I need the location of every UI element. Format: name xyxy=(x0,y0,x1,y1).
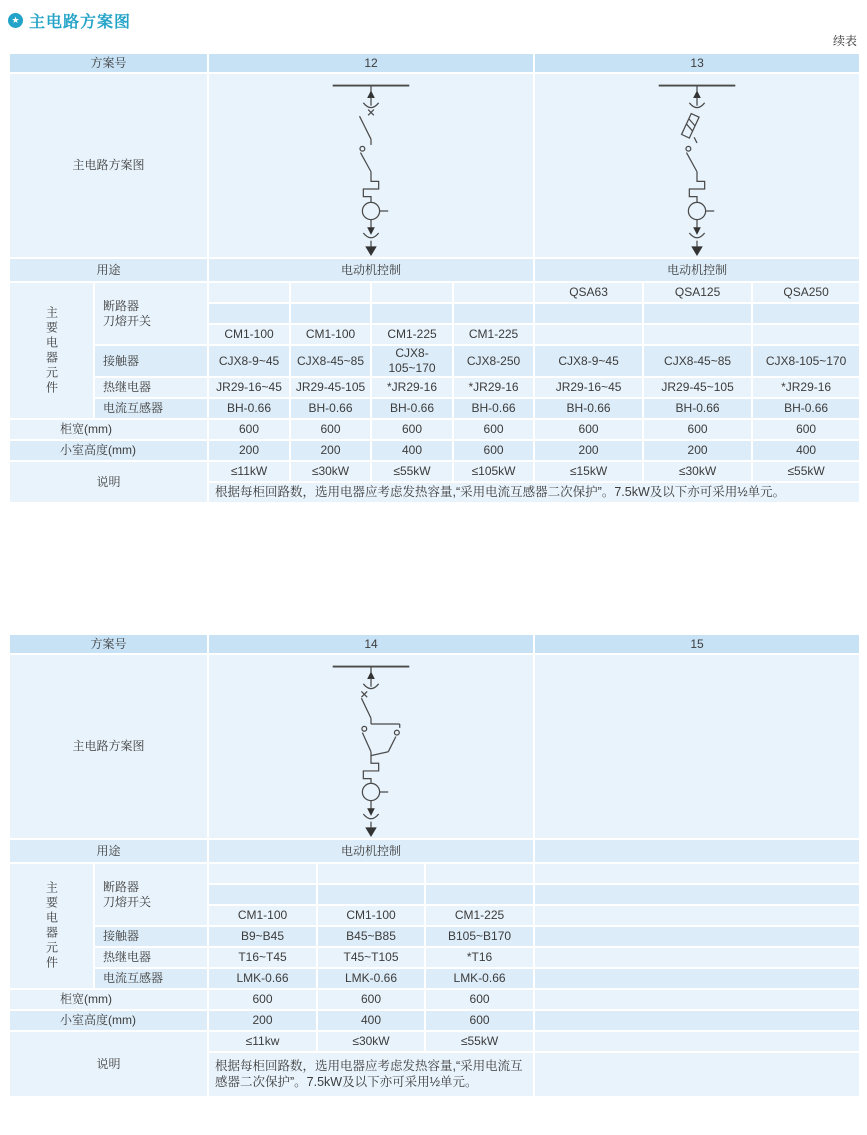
thermal-value: *JR29-16 xyxy=(752,377,860,398)
scheme-13-header: 13 xyxy=(534,53,860,73)
usage-row xyxy=(9,839,860,863)
ct-value: BH-0.66 xyxy=(453,398,534,419)
height-value: 600 xyxy=(425,1010,534,1031)
width-value: 600 xyxy=(290,419,371,440)
cabinet-width-label: 柜宽(mm) xyxy=(9,989,208,1010)
thermal-value: T45~T105 xyxy=(317,947,425,968)
width-value: 600 xyxy=(317,989,425,1010)
table-cell-empty xyxy=(208,863,317,884)
scheme-15-header: 15 xyxy=(534,634,860,654)
thermal-value: T16~T45 xyxy=(208,947,317,968)
components-group-label: 主要电器元件 xyxy=(9,863,94,989)
contactor-value: CJX8-45~85 xyxy=(643,345,752,377)
kw-value: ≤11kW xyxy=(208,461,290,482)
kw-value: ≤30kW xyxy=(290,461,371,482)
star-circle-icon: ★ xyxy=(8,13,23,28)
ct-value: BH-0.66 xyxy=(208,398,290,419)
width-value: 600 xyxy=(208,419,290,440)
kw-value: ≤55kW xyxy=(371,461,453,482)
contactor-value: CJX8-9~45 xyxy=(208,345,290,377)
table-cell-empty xyxy=(534,1031,860,1052)
table-cell-empty xyxy=(290,282,371,303)
kw-value: ≤11kw xyxy=(208,1031,317,1052)
thermal-value: *T16 xyxy=(425,947,534,968)
table-cell-empty xyxy=(371,282,453,303)
height-value: 200 xyxy=(643,440,752,461)
scheme-table-14-15 xyxy=(8,633,861,1098)
breaker-value: CM1-100 xyxy=(208,324,290,345)
usage-row xyxy=(9,258,860,282)
table-cell-empty xyxy=(453,282,534,303)
contactor-value: CJX8-105~170 xyxy=(752,345,860,377)
thermal-relay-label: 热继电器 xyxy=(94,947,208,968)
ct-value: BH-0.66 xyxy=(752,398,860,419)
scheme-12-header: 12 xyxy=(208,53,534,73)
cell-height-label: 小室高度(mm) xyxy=(9,1010,208,1031)
ct-value: LMK-0.66 xyxy=(208,968,317,989)
table-header-row xyxy=(9,634,860,654)
usage-label: 用途 xyxy=(9,839,208,863)
note-label: 说明 xyxy=(9,1031,208,1097)
catalog-page xyxy=(8,0,859,1098)
cell-height-row xyxy=(9,440,860,461)
table-cell-empty xyxy=(208,303,290,324)
breaker-label: 断路器 刀熔开关 xyxy=(94,863,208,926)
scheme-number-header: 方案号 xyxy=(9,53,208,73)
breaker-value: CM1-225 xyxy=(453,324,534,345)
table-cell-empty xyxy=(208,282,290,303)
contactor-value: CJX8-250 xyxy=(453,345,534,377)
current-transformer-label: 电流互感器 xyxy=(94,968,208,989)
width-value: 600 xyxy=(208,989,317,1010)
kw-rating-row xyxy=(9,1031,860,1052)
width-value: 600 xyxy=(425,989,534,1010)
height-value: 600 xyxy=(453,440,534,461)
ct-value: LMK-0.66 xyxy=(317,968,425,989)
breaker-value: QSA250 xyxy=(752,282,860,303)
usage-scheme-12: 电动机控制 xyxy=(208,258,534,282)
table-cell-empty xyxy=(752,324,860,345)
kw-value: ≤30kW xyxy=(643,461,752,482)
cabinet-width-row xyxy=(9,989,860,1010)
table-cell-empty xyxy=(534,863,860,884)
table-cell-empty xyxy=(534,654,860,839)
breaker-value: CM1-100 xyxy=(317,905,425,926)
circuit-diagram-scheme-12 xyxy=(208,73,534,258)
ct-value: BH-0.66 xyxy=(371,398,453,419)
width-value: 600 xyxy=(534,419,643,440)
note-text: 根据每柜回路数，选用电器应考虑发热容量,“采用电流互感器二次保护”。7.5kW及以下亦可采用½单元。 xyxy=(208,1052,534,1097)
breaker-value: CM1-225 xyxy=(371,324,453,345)
circuit-diagram-scheme-13 xyxy=(534,73,860,258)
cabinet-width-label: 柜宽(mm) xyxy=(9,419,208,440)
table-cell-empty xyxy=(317,863,425,884)
thermal-value: JR29-45~105 xyxy=(643,377,752,398)
usage-scheme-14: 电动机控制 xyxy=(208,839,534,863)
current-transformer-row xyxy=(9,398,860,419)
breaker-value: QSA125 xyxy=(643,282,752,303)
height-value: 200 xyxy=(208,1010,317,1031)
thermal-value: JR29-16~45 xyxy=(534,377,643,398)
kw-rating-row xyxy=(9,461,860,482)
cabinet-width-row xyxy=(9,419,860,440)
ct-value: BH-0.66 xyxy=(643,398,752,419)
table-cell-empty xyxy=(534,324,643,345)
ct-value: LMK-0.66 xyxy=(425,968,534,989)
diagram-row xyxy=(9,654,860,839)
contactor-value: CJX8-9~45 xyxy=(534,345,643,377)
breaker-label: 断路器 刀熔开关 xyxy=(94,282,208,345)
contactor-value: B105~B170 xyxy=(425,926,534,947)
kw-value: ≤15kW xyxy=(534,461,643,482)
thermal-value: *JR29-16 xyxy=(371,377,453,398)
cell-height-label: 小室高度(mm) xyxy=(9,440,208,461)
usage-label: 用途 xyxy=(9,258,208,282)
page-title: 主电路方案图 xyxy=(29,13,132,31)
contactor-value: CJX8-105~170 xyxy=(371,345,453,377)
table-cell-empty xyxy=(643,324,752,345)
breaker-row-1 xyxy=(9,282,860,303)
ct-value: BH-0.66 xyxy=(290,398,371,419)
thermal-value: JR29-45-105 xyxy=(290,377,371,398)
scheme-table-12-13 xyxy=(8,52,861,504)
table-cell-empty xyxy=(534,1010,860,1031)
scheme-number-header: 方案号 xyxy=(9,634,208,654)
current-transformer-label: 电流互感器 xyxy=(94,398,208,419)
usage-scheme-13: 电动机控制 xyxy=(534,258,860,282)
diagram-row xyxy=(9,73,860,258)
kw-value: ≤30kW xyxy=(317,1031,425,1052)
thermal-relay-label: 热继电器 xyxy=(94,377,208,398)
width-value: 600 xyxy=(643,419,752,440)
kw-value: ≤105kW xyxy=(453,461,534,482)
table-gap xyxy=(8,504,859,633)
height-value: 200 xyxy=(208,440,290,461)
ct-value: BH-0.66 xyxy=(534,398,643,419)
table-cell-empty xyxy=(643,303,752,324)
table-cell-empty xyxy=(534,839,860,863)
table-cell-empty xyxy=(534,1052,860,1097)
table-cell-empty xyxy=(534,968,860,989)
scheme-14-header: 14 xyxy=(208,634,534,654)
table-cell-empty xyxy=(425,884,534,905)
kw-value: ≤55kW xyxy=(425,1031,534,1052)
contactor-value: B9~B45 xyxy=(208,926,317,947)
thermal-value: JR29-16~45 xyxy=(208,377,290,398)
table-cell-empty xyxy=(534,884,860,905)
contactor-row xyxy=(9,345,860,377)
contactor-value: CJX8-45~85 xyxy=(290,345,371,377)
table-cell-empty xyxy=(534,926,860,947)
table-cell-empty xyxy=(534,989,860,1010)
breaker-value: CM1-225 xyxy=(425,905,534,926)
height-value: 400 xyxy=(752,440,860,461)
table-cell-empty xyxy=(425,863,534,884)
table-cell-empty xyxy=(290,303,371,324)
diagram-row-label: 主电路方案图 xyxy=(9,73,208,258)
continued-table-label: 续表 xyxy=(832,34,857,48)
note-text: 根据每柜回路数，选用电器应考虑发热容量,“采用电流互感器二次保护”。7.5kW及以下亦可采用½单元。 xyxy=(208,482,860,503)
table-header-row xyxy=(9,53,860,73)
table-cell-empty xyxy=(534,947,860,968)
table-cell-empty xyxy=(752,303,860,324)
diagram-row-label: 主电路方案图 xyxy=(9,654,208,839)
height-value: 400 xyxy=(371,440,453,461)
breaker-value: QSA63 xyxy=(534,282,643,303)
note-label: 说明 xyxy=(9,461,208,503)
components-group-label: 主要电器元件 xyxy=(9,282,94,419)
current-transformer-row xyxy=(9,968,860,989)
contactor-label: 接触器 xyxy=(94,926,208,947)
breaker-value: CM1-100 xyxy=(208,905,317,926)
thermal-relay-row xyxy=(9,377,860,398)
breaker-row-1 xyxy=(9,863,860,884)
contactor-label: 接触器 xyxy=(94,345,208,377)
height-value: 200 xyxy=(534,440,643,461)
breaker-value: CM1-100 xyxy=(290,324,371,345)
table-cell-empty xyxy=(534,303,643,324)
contactor-value: B45~B85 xyxy=(317,926,425,947)
table-cell-empty xyxy=(317,884,425,905)
table-cell-empty xyxy=(208,884,317,905)
contactor-row xyxy=(9,926,860,947)
thermal-value: *JR29-16 xyxy=(453,377,534,398)
table-cell-empty xyxy=(534,905,860,926)
width-value: 600 xyxy=(453,419,534,440)
width-value: 600 xyxy=(752,419,860,440)
height-value: 200 xyxy=(290,440,371,461)
kw-value: ≤55kW xyxy=(752,461,860,482)
width-value: 600 xyxy=(371,419,453,440)
section-title-row xyxy=(8,0,859,30)
cell-height-row xyxy=(9,1010,860,1031)
thermal-relay-row xyxy=(9,947,860,968)
table-cell-empty xyxy=(453,303,534,324)
height-value: 400 xyxy=(317,1010,425,1031)
circuit-diagram-scheme-14 xyxy=(208,654,534,839)
table-cell-empty xyxy=(371,303,453,324)
